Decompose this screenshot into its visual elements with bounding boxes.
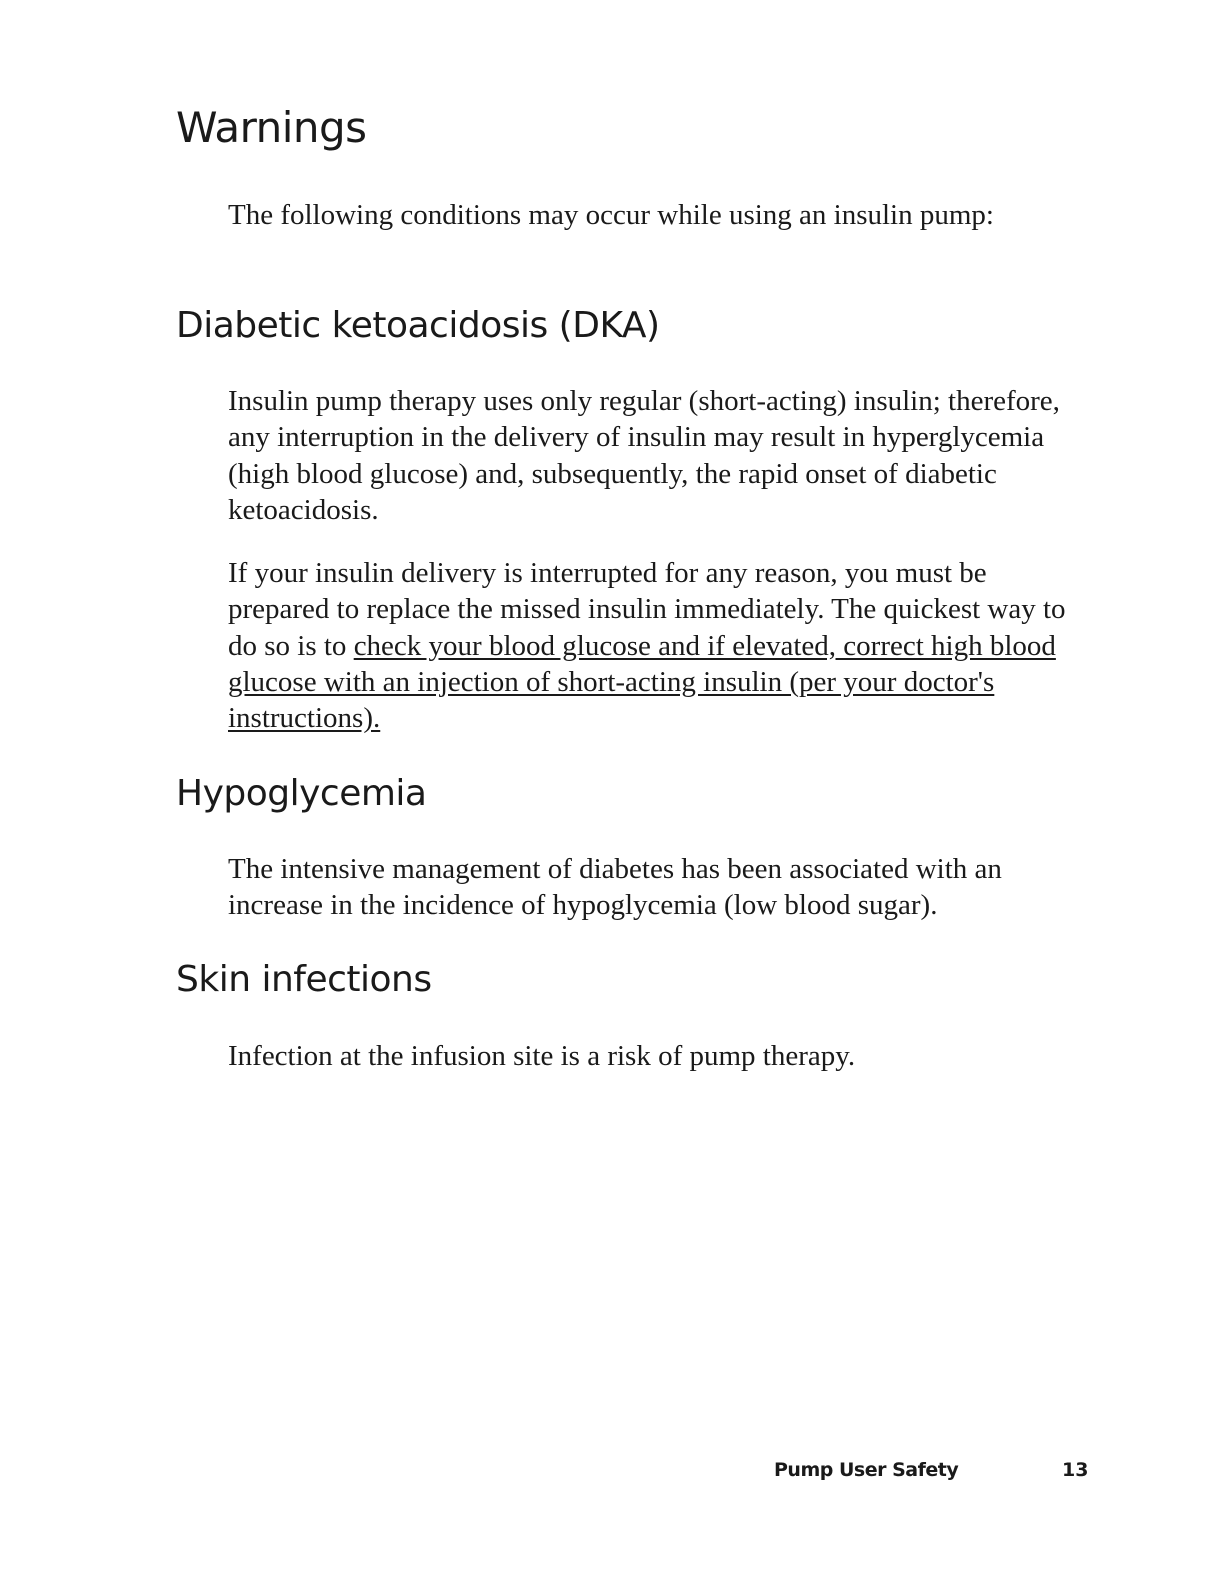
section-heading-skin-infections: Skin infections [176, 959, 432, 1000]
page-number: 13 [1062, 1459, 1089, 1481]
dka-underlined-instruction: check your blood glucose and if elevated, correct high blood glucose with an injection of short-acting insulin (per your doctor's instructions). [228, 629, 1056, 735]
section-heading-dka: Diabetic ketoacidosis (DKA) [176, 305, 660, 346]
hypoglycemia-paragraph: The intensive management of diabetes has been associated with an increase in the incidence of hypoglycemia (low blood sugar). [228, 853, 1002, 922]
footer-section-title: Pump User Safety [774, 1459, 959, 1481]
intro-paragraph: The following conditions may occur while using an insulin pump: [228, 199, 994, 231]
skin-infections-paragraph: Infection at the infusion site is a risk of pump therapy. [228, 1040, 856, 1072]
dka-paragraph-2 [228, 555, 1068, 736]
dka-paragraph-1: Insulin pump therapy uses only regular (short-acting) insulin; therefore, any interruption in the delivery of insulin may result in hyperglycemia (high blood glucose) and, subsequently, the rapid onset of diabetic ketoacidosis. [228, 385, 1060, 526]
section-heading-hypoglycemia: Hypoglycemia [176, 773, 427, 814]
dka-paragraph-2-text: If your insulin delivery is interrupted for any reason, you must be prepared to replace the missed insulin immediately. The quickest way to do so is to [228, 557, 1066, 662]
page-title: Warnings [176, 103, 367, 152]
